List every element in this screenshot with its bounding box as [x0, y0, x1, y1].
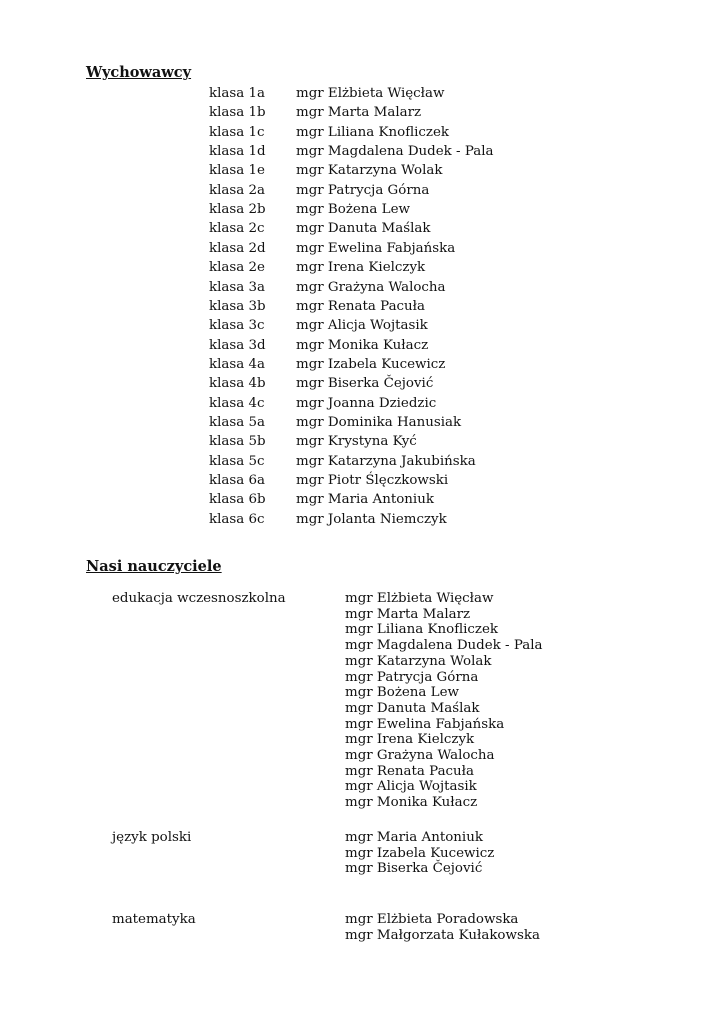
class-row: [0, 84, 724, 103]
class-name: klasa 2d: [209, 240, 266, 256]
class-teacher-name: mgr Ewelina Fabjańska: [296, 240, 456, 256]
class-teacher-name: mgr Liliana Knofliczek: [296, 124, 450, 140]
class-name: klasa 6c: [209, 511, 265, 527]
class-teacher-name: mgr Krystyna Kyć: [296, 434, 417, 450]
class-row: [0, 510, 724, 529]
class-name: klasa 5a: [209, 414, 265, 430]
class-name: klasa 5c: [209, 453, 265, 469]
class-name: klasa 2a: [209, 182, 265, 198]
class-name: klasa 6a: [209, 473, 265, 488]
class-row: [0, 103, 724, 122]
class-teacher-name: mgr Alicja Wojtasik: [296, 318, 428, 334]
class-row: [0, 355, 724, 374]
subject-teacher-name: mgr Patrycja Górna: [345, 669, 479, 685]
class-name: klasa 1d: [209, 144, 266, 160]
class-name: klasa 3b: [209, 298, 266, 314]
class-name: klasa 4a: [209, 356, 265, 372]
subject-name: edukacja wczesnoszkolna: [112, 591, 286, 606]
class-row: [0, 413, 724, 432]
class-teacher-name: mgr Bożena Lew: [296, 202, 410, 218]
subject-teacher-name: mgr Izabela Kucewicz: [345, 845, 495, 861]
class-teacher-name: mgr Jolanta Niemczyk: [296, 511, 447, 527]
class-teacher-name: mgr Monika Kułacz: [296, 337, 429, 353]
class-name: klasa 3a: [209, 279, 265, 295]
subject-teacher-name: mgr Elżbieta Więcław: [345, 591, 494, 606]
class-row: [0, 200, 724, 219]
class-teacher-name: mgr Piotr Ślęczkowski: [296, 473, 449, 488]
class-name: klasa 3d: [209, 337, 266, 353]
subject-teacher-name: mgr Katarzyna Wolak: [345, 653, 492, 669]
class-name: klasa 2b: [209, 202, 266, 218]
subject-teacher-name: mgr Elżbieta Poradowska: [345, 912, 519, 927]
class-row: [0, 181, 724, 200]
subject-teacher-name: mgr Monika Kułacz: [345, 795, 478, 811]
class-name: klasa 6b: [209, 492, 266, 508]
class-name: klasa 4c: [209, 395, 265, 411]
subject-teacher-name: mgr Liliana Knofliczek: [345, 622, 499, 638]
class-teacher-name: mgr Elżbieta Więcław: [296, 86, 445, 101]
class-teacher-name: mgr Katarzyna Wolak: [296, 163, 443, 179]
class-row: [0, 297, 724, 316]
class-teacher-name: mgr Biserka Čejović: [296, 376, 434, 392]
class-teacher-name: mgr Patrycja Górna: [296, 182, 430, 198]
class-name: klasa 2c: [209, 221, 265, 237]
subject-name: język polski: [112, 830, 192, 845]
subject-teacher-name: mgr Ewelina Fabjańska: [345, 716, 505, 732]
class-teacher-name: mgr Katarzyna Jakubińska: [296, 453, 476, 469]
class-name: klasa 1b: [209, 105, 266, 121]
class-row: [0, 278, 724, 297]
class-teacher-name: mgr Magdalena Dudek - Pala: [296, 144, 494, 160]
subject-name: matematyka: [112, 912, 196, 927]
class-teacher-name: mgr Joanna Dziedzic: [296, 395, 437, 411]
class-row: [0, 142, 724, 161]
subject-teacher-name: mgr Irena Kielczyk: [345, 732, 475, 748]
class-row: [0, 219, 724, 238]
subject-teacher-name: mgr Maria Antoniuk: [345, 830, 483, 845]
class-row: [0, 123, 724, 142]
class-name: klasa 1c: [209, 124, 265, 140]
subject-teacher-name: mgr Danuta Maślak: [345, 700, 480, 716]
class-row: [0, 452, 724, 471]
subject-teacher-name: mgr Grażyna Walocha: [345, 748, 495, 763]
class-teacher-name: mgr Izabela Kucewicz: [296, 356, 446, 372]
class-row: [0, 316, 724, 335]
class-row: [0, 490, 724, 509]
class-row: [0, 258, 724, 277]
class-row: [0, 432, 724, 451]
class-teacher-name: mgr Danuta Maślak: [296, 221, 431, 237]
subject-teacher-name: mgr Magdalena Dudek - Pala: [345, 638, 543, 654]
subject-teacher-name: mgr Marta Malarz: [345, 606, 471, 622]
class-row: [0, 471, 724, 490]
class-name: klasa 4b: [209, 376, 266, 392]
subject-teacher-name: mgr Biserka Čejović: [345, 861, 483, 877]
class-teacher-name: mgr Grażyna Walocha: [296, 279, 446, 295]
class-name: klasa 3c: [209, 318, 265, 334]
class-teacher-name: mgr Irena Kielczyk: [296, 260, 426, 276]
class-name: klasa 1e: [209, 163, 265, 179]
class-row: [0, 161, 724, 180]
class-row: [0, 374, 724, 393]
class-name: klasa 5b: [209, 434, 266, 450]
class-teacher-name: mgr Dominika Hanusiak: [296, 414, 462, 430]
section-heading-nauczyciele: Nasi nauczyciele: [86, 558, 222, 575]
class-name: klasa 2e: [209, 260, 265, 276]
subject-teacher-name: mgr Małgorzata Kułakowska: [345, 927, 540, 943]
class-row: [0, 239, 724, 258]
class-teacher-name: mgr Renata Pacuła: [296, 298, 426, 314]
subject-teacher-name: mgr Renata Pacuła: [345, 763, 475, 779]
subject-teacher-name: mgr Bożena Lew: [345, 685, 459, 701]
class-teacher-name: mgr Maria Antoniuk: [296, 492, 434, 508]
class-name: klasa 1a: [209, 86, 265, 101]
class-teacher-name: mgr Marta Malarz: [296, 105, 422, 121]
class-row: [0, 336, 724, 355]
class-row: [0, 394, 724, 413]
section-heading-wychowawcy: Wychowawcy: [86, 64, 192, 81]
subject-teacher-name: mgr Alicja Wojtasik: [345, 779, 477, 795]
